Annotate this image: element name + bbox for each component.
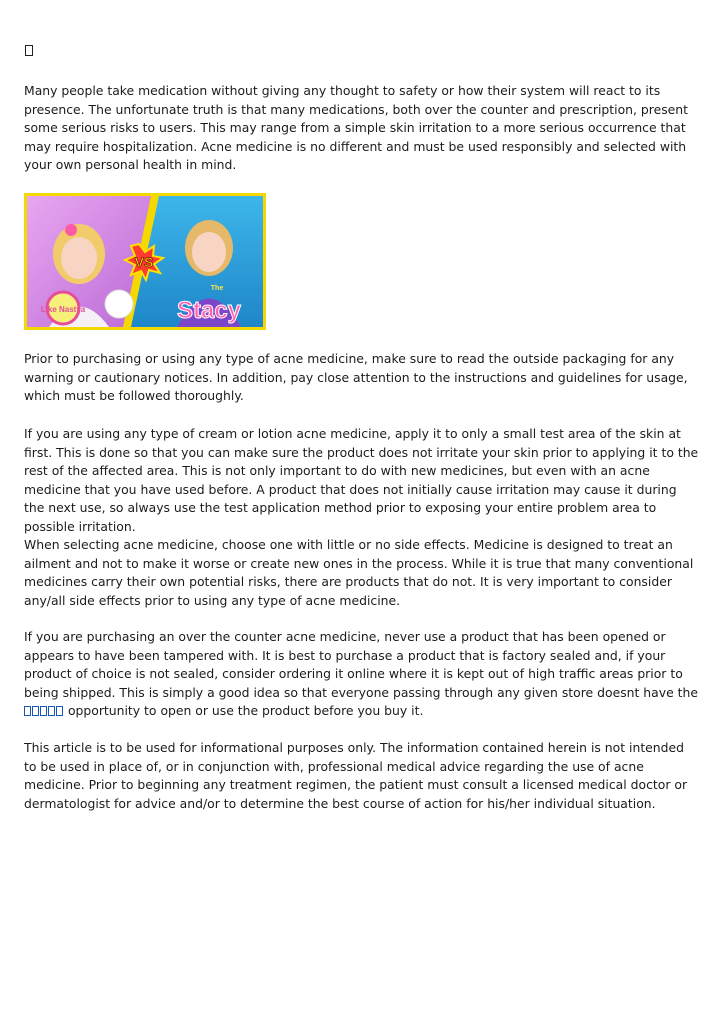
paragraph-sealed-text-after: opportunity to open or use the product before you buy it.	[64, 703, 424, 719]
link-glyph-icon	[40, 706, 47, 716]
left-girl-bow	[65, 224, 77, 236]
inline-link[interactable]	[24, 703, 64, 718]
left-girl-face	[61, 237, 97, 279]
paragraph-test-area: If you are using any type of cream or lotion acne medicine, apply it to only a small test area of the skin at first. This is done so that you can make sure the product does not irritate your skin prior to applying it to the rest of the affected area. This is not only important to do with new medicines, but even with an acne medicine that you have used before. A product that does not initially cause irritation may cause it during the next use, so always use the test application method prior to exposing your entire problem area to possible irritation.	[24, 426, 699, 534]
thumbnail-image	[24, 193, 266, 330]
vs-text: VS	[134, 254, 154, 270]
right-logo-text: Stacy	[176, 297, 242, 324]
paragraph-disclaimer: This article is to be used for informational purposes only. The information contained herein is not intended to be used in place of, or in conjunction with, professional medical advice regarding the use of acne medicine. Prior to beginning any treatment regimen, the patient must consult a licensed medical doctor or dermatologist for advice and/or to determine the best course of action for his/her individual situation.	[24, 740, 688, 811]
paragraph-intro: Many people take medication without giving any thought to safety or how their system will react to its presence. The unfortunate truth is that many medications, both over the counter and prescription, present some serious risks to users. This may range from a simple skin irritation to a more serious occurrence that may require hospitalization. Acne medicine is no different and must be used responsibly and selected with your own personal health in mind.	[24, 83, 689, 173]
link-glyph-icon	[24, 706, 31, 716]
missing-glyph-icon	[25, 45, 33, 56]
link-glyph-icon	[56, 706, 63, 716]
right-girl-face	[192, 232, 226, 272]
left-toy	[105, 290, 133, 318]
paragraph-sealed-product	[24, 628, 700, 721]
thumbnail-svg	[27, 196, 263, 327]
link-glyph-icon	[48, 706, 55, 716]
right-logo-small-text: The	[210, 285, 224, 292]
paragraph-side-effects: When selecting acne medicine, choose one with little or no side effects. Medicine is designed to treat an ailment and not to make it worse or create new ones in the process. While it is true that many conventional medicines carry their own potential risks, there are products that do not. It is very important to consider any/all side effects prior to using any type of acne medicine.	[24, 537, 694, 608]
link-glyph-icon	[32, 706, 39, 716]
left-logo-text: Like Nastya	[40, 305, 86, 314]
paragraph-packaging: Prior to purchasing or using any type of acne medicine, make sure to read the outside packaging for any warning or cautionary notices. In addition, pay close attention to the instructions and guidelines for usage, which must be followed thoroughly.	[24, 351, 688, 404]
paragraph-sealed-text-before: If you are purchasing an over the counter acne medicine, never use a product that has been opened or appears to have been tampered with. It is best to purchase a product that is factory sealed and, if your product of choice is not sealed, consider ordering it online where it is kept out of high traffic areas prior to being shipped. This is simply a good idea so that everyone passing through any given store doesnt have the	[24, 629, 698, 700]
